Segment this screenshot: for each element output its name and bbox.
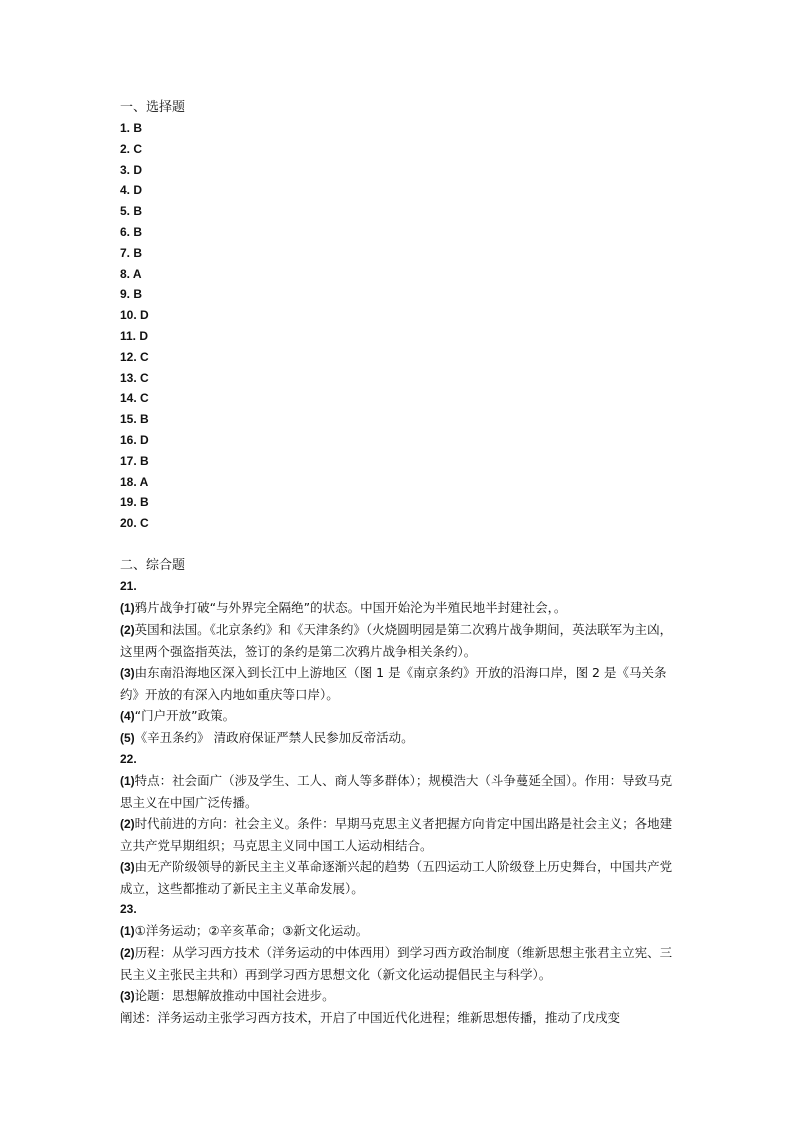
question-number: 23.: [120, 901, 137, 916]
sub-answer: [120, 985, 680, 1007]
answer-item: 5. B: [120, 204, 143, 219]
multiple-choice-answer-list: [120, 118, 680, 534]
question-number: 21.: [120, 578, 137, 593]
answer-item: 18. A: [120, 474, 149, 489]
sub-answer-marker: (4): [120, 708, 135, 723]
sub-answer: [120, 1007, 680, 1029]
sub-answer-marker: (2): [120, 622, 135, 637]
answer-item: 15. B: [120, 412, 149, 427]
answer-item: 6. B: [120, 224, 143, 239]
sub-answer-text: 由无产阶级领导的新民主主义革命逐渐兴起的趋势（五四运动工人阶级登上历史舞台，中国共产党成立，这些都推动了新民主主义革命发展）。: [120, 858, 673, 896]
sub-answer-marker: (3): [120, 859, 135, 874]
sub-answer: [120, 770, 680, 813]
sub-answer-text: 《辛丑条约》 清政府保证严禁人民参加反帝活动。: [134, 729, 414, 745]
sub-answer: [120, 619, 680, 662]
question-21: [120, 576, 680, 749]
sub-answer-marker: (2): [120, 816, 135, 831]
sub-answer: [120, 813, 680, 856]
answer-item: 10. D: [120, 308, 149, 323]
sub-answer-marker: (3): [120, 988, 135, 1003]
sub-answer-text: 由东南沿海地区深入到长江中上游地区（图 1 是《南京条约》开放的沿海口岸，图 2 是《马关条约》开放的有深入内地如重庆等口岸）。: [120, 664, 667, 702]
answer-item: 12. C: [120, 349, 149, 364]
sub-answer-marker: (1): [120, 923, 135, 938]
sub-answer: [120, 920, 680, 942]
sub-answer-marker: (3): [120, 665, 135, 680]
answer-item: 16. D: [120, 432, 149, 447]
sub-answer: [120, 727, 680, 749]
answer-item: 19. B: [120, 495, 149, 510]
sub-answer-text: 论题：思想解放推动中国社会进步。: [134, 987, 335, 1003]
answer-item: 4. D: [120, 183, 143, 198]
question-number: 22.: [120, 751, 137, 766]
sub-answer: [120, 662, 680, 705]
sub-answer-text: “门户开放”政策。: [134, 707, 236, 723]
answer-document: [120, 97, 680, 1029]
answer-item: 2. C: [120, 141, 143, 156]
sub-answer-marker: (1): [120, 600, 135, 615]
sub-answer: [120, 942, 680, 985]
sub-answer-text: 阐述：洋务运动主张学习西方技术，开启了中国近代化进程；维新思想传播，推动了戊戌变: [120, 1009, 621, 1025]
answer-item: 7. B: [120, 245, 143, 260]
section-title-multiple-choice: 一、选择题: [120, 100, 186, 115]
sub-answer-text: 英国和法国。《北京条约》和《天津条约》（火烧圆明园是第二次鸦片战争期间，英法联军为主凶，这里两个强盗指英法，签订的条约是第二次鸦片战争相关条约）。: [120, 621, 673, 659]
answer-item: 11. D: [120, 328, 149, 343]
section-spacer: [120, 534, 680, 555]
sub-answer: [120, 856, 680, 899]
answer-item: 13. C: [120, 370, 149, 385]
sub-answer-marker: (2): [120, 945, 135, 960]
sub-answer-text: 历程：从学习西方技术（洋务运动的中体西用）到学习西方政治制度（维新思想主张君主立宪、三民主义主张民主共和）再到学习西方思想文化（新文化运动提倡民主与科学）。: [120, 944, 673, 982]
question-22: [120, 749, 680, 899]
sub-answer-marker: (5): [120, 730, 135, 745]
sub-answer-text: 鸦片战争打破“与外界完全隔绝”的状态。中国开始沦为半殖民地半封建社会，。: [134, 599, 567, 615]
answer-item: 14. C: [120, 391, 149, 406]
sub-answer-text: 时代前进的方向：社会主义。条件：早期马克思主义者把握方向肯定中国出路是社会主义；各地建立共产党早期组织；马克思主义同中国工人运动相结合。: [120, 815, 673, 853]
question-23: [120, 899, 680, 1029]
section-title-comprehensive: 二、综合题: [120, 557, 186, 573]
answer-item: 1. B: [120, 121, 143, 135]
sub-answer-text: 特点：社会面广（涉及学生、工人、商人等多群体）；规模浩大（斗争蔓延全国）。作用：导致马克思主义在中国广泛传播。: [120, 772, 673, 810]
answer-item: 3. D: [120, 162, 143, 177]
sub-answer-text: ①洋务运动；②辛亥革命；③新文化运动。: [134, 922, 369, 938]
sub-answer-marker: (1): [120, 773, 135, 788]
sub-answer: [120, 597, 680, 619]
answer-item: 17. B: [120, 453, 149, 468]
answer-item: 9. B: [120, 287, 143, 302]
sub-answer: [120, 705, 680, 727]
answer-item: 8. A: [120, 266, 142, 281]
answer-item: 20. C: [120, 516, 149, 531]
